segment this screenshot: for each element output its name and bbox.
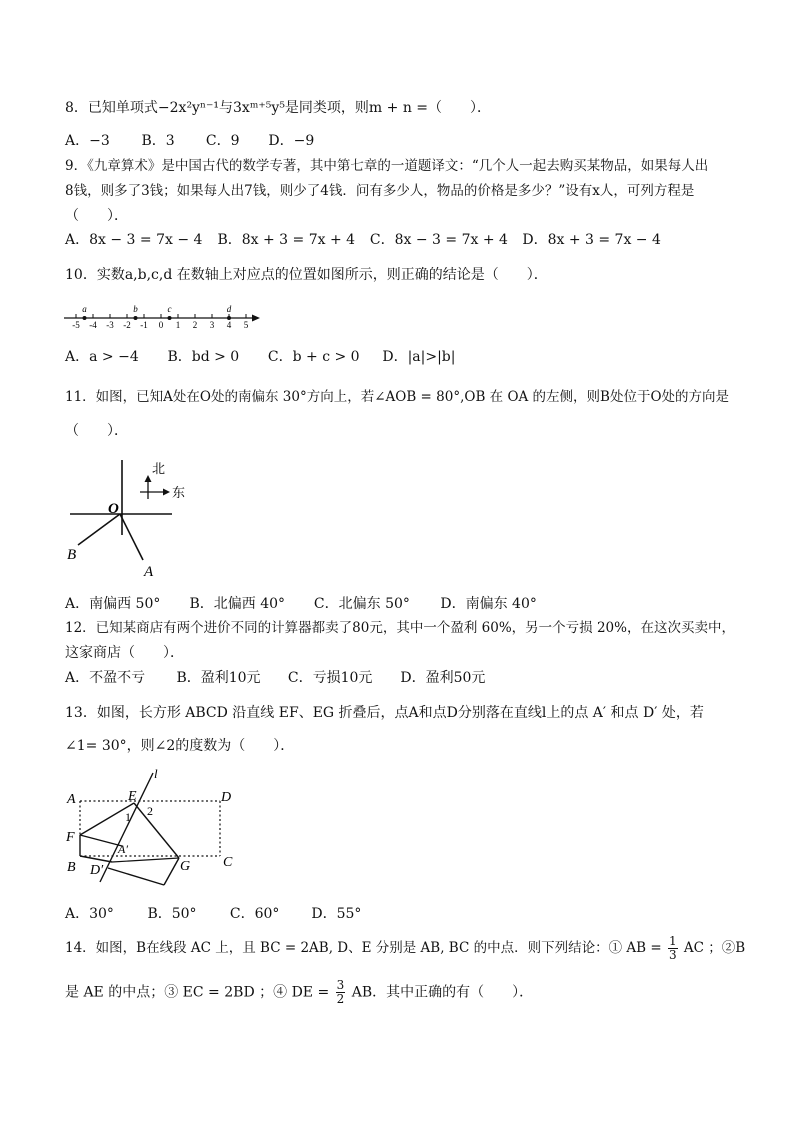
q11-options	[65, 594, 537, 614]
q9-stem-line1: 9．《九章算术》是中国古代的数学专著，其中第七章的一道题译文：“几个人一起去购买某物品，如果每人出	[65, 158, 709, 174]
fold-eg	[134, 803, 179, 858]
tick-label: 0	[158, 320, 164, 330]
q8-options	[65, 131, 314, 151]
q12-option-c: C．亏损10元	[287, 670, 373, 686]
q9-option-b: B．8x + 3 = 7x + 4	[217, 232, 356, 248]
fraction-one-third-num: 1	[668, 934, 677, 948]
q14-stem-line1	[65, 935, 745, 962]
fraction-one-third-den: 3	[668, 948, 677, 962]
point-a	[83, 316, 87, 320]
q14-text-1b: AC ；②B	[683, 940, 746, 956]
q13-folding-figure	[62, 765, 252, 890]
ray-ob	[78, 514, 120, 545]
q13-option-c: C．60°	[229, 906, 280, 922]
fraction-three-halves-num: 3	[336, 978, 345, 992]
q10-option-a: A．a > −4	[65, 349, 139, 365]
point-label-a: a	[82, 304, 87, 314]
q14-stem-line2	[65, 979, 533, 1006]
angle-2-label: 2	[147, 804, 153, 818]
q9-option-a: A．8x − 3 = 7x − 4	[65, 232, 203, 248]
q10-number-line	[62, 298, 267, 332]
label-e: E	[128, 789, 137, 804]
fraction-three-halves-den: 2	[336, 992, 345, 1006]
label-f: F	[66, 830, 75, 845]
q12-option-b: B．盈利10元	[176, 670, 261, 686]
tick-label: 1	[175, 320, 181, 330]
tick-label: -3	[106, 320, 114, 330]
q8-stem: 8．已知单项式−2x²yⁿ⁻¹与3xᵐ⁺⁵y⁵是同类项，则m + n =（ ）．	[65, 100, 492, 116]
q13-option-b: B．50°	[147, 906, 197, 922]
q13-option-d: D．55°	[311, 906, 362, 922]
tick-label: -5	[72, 320, 80, 330]
q14-text-2b: AB．其中正确的有（ ）．	[351, 984, 534, 1001]
q9-stem-line3: （ ）．	[65, 208, 128, 224]
q10-option-c: C．b + c > 0	[267, 349, 360, 365]
q12-option-d: D．盈利50元	[400, 670, 486, 686]
fraction-one-third	[668, 935, 678, 962]
tick-label: 2	[192, 320, 198, 330]
q11-stem-line1: 11．如图，已知A处在O处的南偏东 30°方向上，若∠AOB = 80°,OB 在 OA 的左侧，则B处位于O处的方向是	[65, 389, 730, 405]
q10-option-d: D．|a|>|b|	[382, 349, 456, 365]
q8-option-d: D．−9	[268, 133, 315, 149]
q13-stem-line1: 13．如图，长方形 ABCD 沿直线 EF、EG 折叠后，点A和点D分别落在直线l上的点 A′ 和点 D′ 处，若	[65, 705, 704, 721]
label-d: D	[221, 790, 232, 805]
q11-option-b: B．北偏西 40°	[189, 596, 286, 612]
q11-option-c: C．北偏东 50°	[313, 596, 410, 612]
label-l: l	[154, 766, 158, 781]
point-b	[134, 316, 138, 320]
point-a-label: A	[144, 564, 154, 580]
tick-label: -2	[123, 320, 131, 330]
q9-stem-line2: 8钱，则多了3钱；如果每人出7钱，则少了4钱．问有多少人，物品的价格是多少？”设有x人，可列方程是	[65, 183, 695, 199]
q12-stem-line2: 这家商店（ ）．	[65, 645, 184, 661]
label-g: G	[180, 859, 191, 874]
q11-option-d: D．南偏东 40°	[440, 596, 537, 612]
label-b: B	[67, 860, 76, 875]
q10-options	[65, 347, 456, 367]
line-l	[100, 773, 153, 882]
tick-label: -4	[89, 320, 97, 330]
q12-option-a: A．不盈不亏	[65, 670, 146, 686]
q11-direction-figure	[62, 455, 192, 585]
q13-stem-line2: ∠1= 30°，则∠2的度数为（ ）．	[65, 738, 295, 754]
q13-option-a: A．30°	[65, 906, 114, 922]
point-c	[168, 316, 172, 320]
point-b-label: B	[67, 547, 77, 563]
tick-label: 5	[243, 320, 249, 330]
point-label-b: b	[133, 304, 138, 314]
q10-option-b: B．bd > 0	[167, 349, 240, 365]
q8-option-c: C．9	[205, 133, 240, 149]
q13-options	[65, 904, 361, 924]
tick-label: 3	[209, 320, 215, 330]
point-o-label: O	[108, 501, 119, 517]
ray-oa	[120, 514, 143, 560]
q9-option-d: D．8x + 3 = 7x − 4	[522, 232, 661, 248]
label-c: C	[223, 855, 233, 870]
angle-1-label: 1	[125, 810, 131, 824]
point-d	[227, 316, 231, 320]
tick-label: -1	[140, 320, 148, 330]
north-label: 北	[152, 461, 166, 476]
q8-option-a: A．−3	[65, 133, 110, 149]
fraction-three-halves	[336, 979, 346, 1006]
tick-label: 4	[226, 320, 232, 330]
label-a-prime: A′	[118, 842, 128, 856]
q14-text-1a: 14．如图，B在线段 AC 上，且 BC = 2AB, D、E 分别是 AB, BC 的中点．则下列结论：① AB =	[65, 940, 662, 956]
q9-option-c: C．8x − 3 = 7x + 4	[369, 232, 508, 248]
q11-option-a: A．南偏西 50°	[65, 596, 161, 612]
east-label: 东	[172, 485, 186, 500]
point-label-d: d	[226, 304, 232, 314]
number-line-arrow	[252, 315, 260, 322]
q14-text-2a: 是 AE 的中点；③ EC = 2BD ；④ DE =	[65, 984, 330, 1001]
q12-options	[65, 668, 485, 688]
q8-option-b: B．3	[141, 133, 175, 149]
q11-stem-line2: （ ）．	[65, 423, 128, 439]
point-label-c: c	[167, 304, 172, 314]
q9-options	[65, 230, 661, 250]
label-d-prime: D′	[90, 863, 104, 878]
q12-stem-line1: 12．已知某商店有两个进价不同的计算器都卖了80元，其中一个盈利 60%，另一个亏损 20%，在这次买卖中，	[65, 620, 735, 636]
label-a: A	[67, 792, 76, 807]
q10-stem: 10．实数a,b,c,d 在数轴上对应点的位置如图所示，则正确的结论是（ ）．	[65, 267, 548, 283]
